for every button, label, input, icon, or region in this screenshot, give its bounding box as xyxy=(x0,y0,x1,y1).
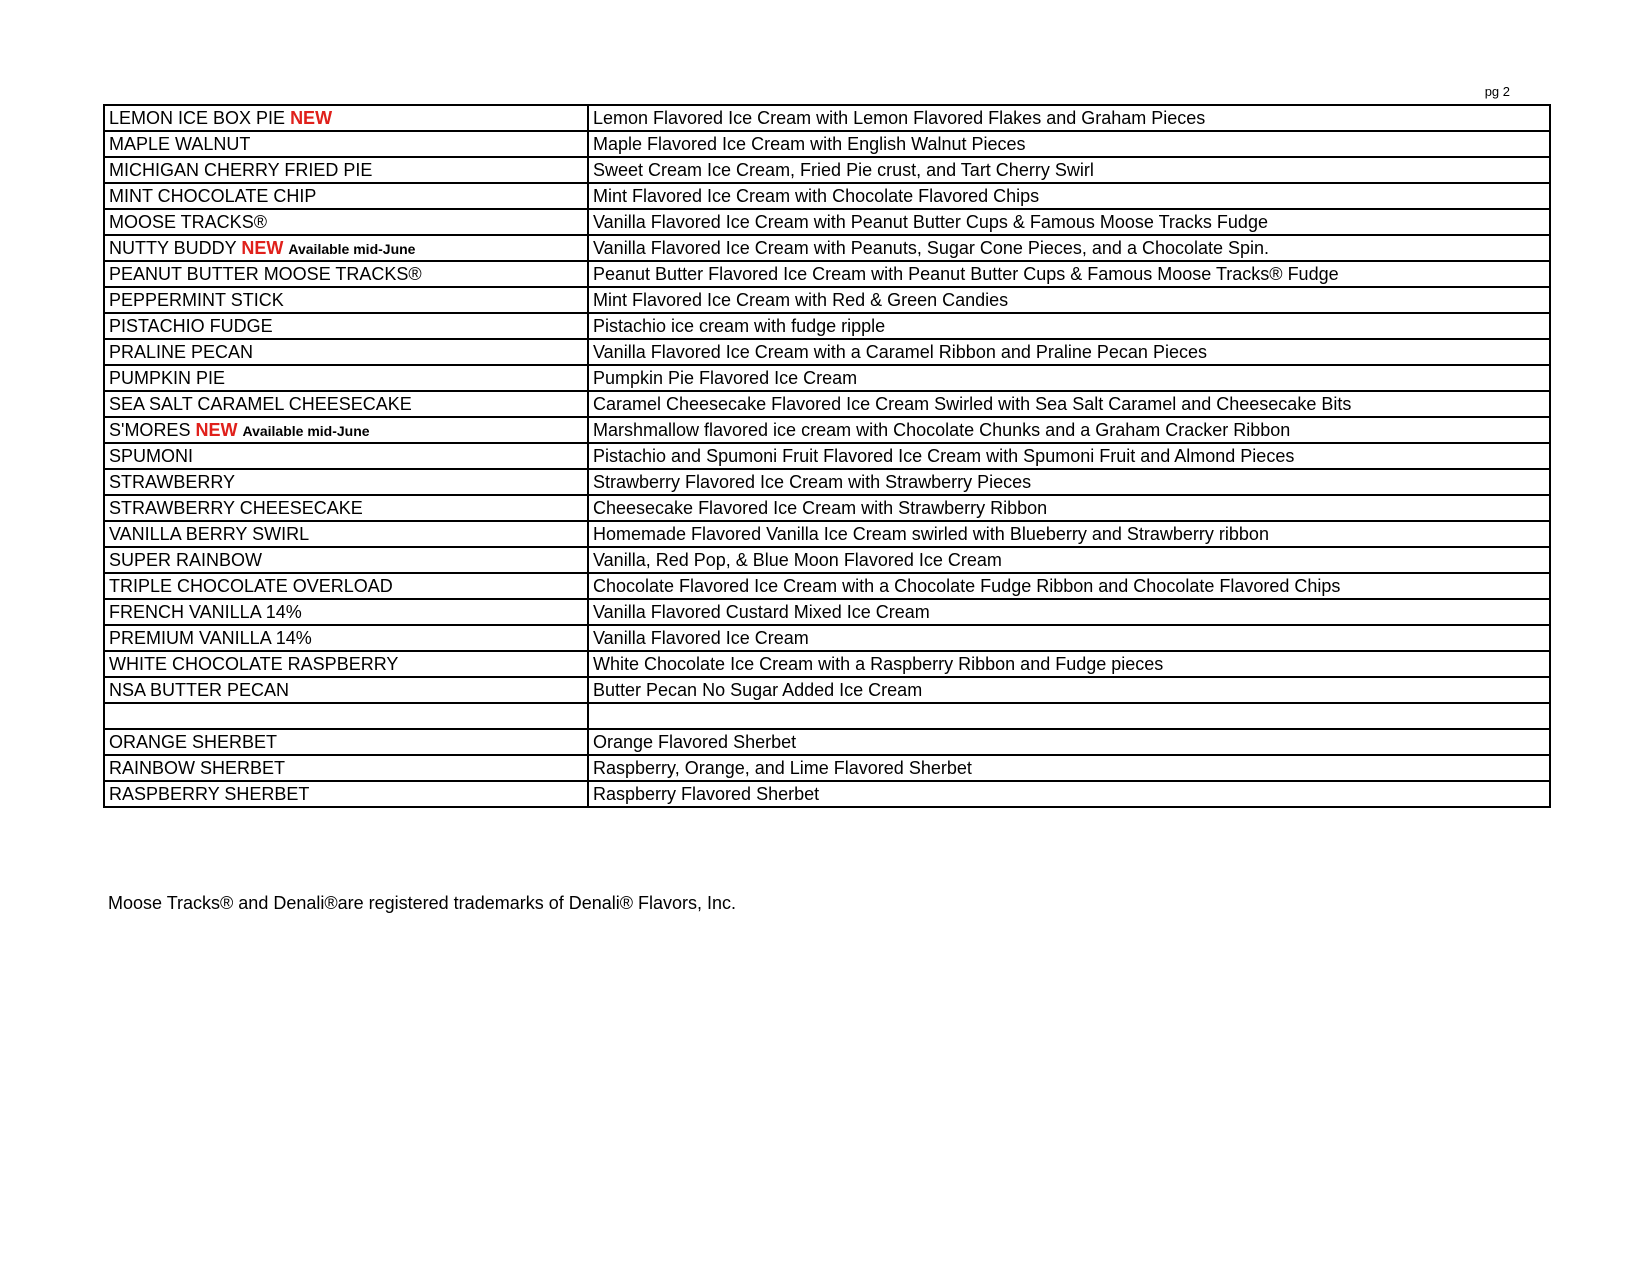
new-badge: NEW xyxy=(290,108,333,128)
flavor-description: Mint Flavored Ice Cream with Red & Green Candies xyxy=(588,287,1550,313)
flavor-description: Cheesecake Flavored Ice Cream with Strawberry Ribbon xyxy=(588,495,1550,521)
flavor-description: White Chocolate Ice Cream with a Raspberry Ribbon and Fudge pieces xyxy=(588,651,1550,677)
flavor-name: PEPPERMINT STICK xyxy=(109,290,284,310)
table-row xyxy=(104,313,1550,339)
flavor-name: WHITE CHOCOLATE RASPBERRY xyxy=(109,654,399,674)
flavor-name: RAINBOW SHERBET xyxy=(109,758,286,778)
flavor-name-cell xyxy=(104,105,588,131)
trademark-footnote: Moose Tracks® and Denali®are registered trademarks of Denali® Flavors, Inc. xyxy=(108,893,737,913)
table-row xyxy=(104,183,1550,209)
table-row xyxy=(104,131,1550,157)
table-row xyxy=(104,339,1550,365)
flavor-name-cell xyxy=(104,443,588,469)
table-row xyxy=(104,755,1550,781)
table-row xyxy=(104,443,1550,469)
table-row xyxy=(104,261,1550,287)
flavor-description: Vanilla, Red Pop, & Blue Moon Flavored Ice Cream xyxy=(588,547,1550,573)
table-row xyxy=(104,157,1550,183)
flavor-description: Lemon Flavored Ice Cream with Lemon Flavored Flakes and Graham Pieces xyxy=(588,105,1550,131)
flavor-name-cell xyxy=(104,287,588,313)
flavor-description: Maple Flavored Ice Cream with English Walnut Pieces xyxy=(588,131,1550,157)
flavor-name-cell xyxy=(104,651,588,677)
table-row xyxy=(104,599,1550,625)
flavor-name-cell xyxy=(104,469,588,495)
table-row xyxy=(104,365,1550,391)
flavor-name: MICHIGAN CHERRY FRIED PIE xyxy=(109,160,373,180)
flavor-description xyxy=(588,703,1550,729)
flavor-name: MAPLE WALNUT xyxy=(109,134,251,154)
flavor-name-cell xyxy=(104,729,588,755)
flavor-name-cell xyxy=(104,365,588,391)
flavor-description: Raspberry Flavored Sherbet xyxy=(588,781,1550,807)
table-row xyxy=(104,469,1550,495)
flavor-name-cell xyxy=(104,235,588,261)
flavor-name-cell xyxy=(104,339,588,365)
table-row xyxy=(104,521,1550,547)
flavor-table-body xyxy=(104,105,1550,807)
flavor-name: PREMIUM VANILLA 14% xyxy=(109,628,312,648)
flavor-name-cell xyxy=(104,417,588,443)
flavor-name: VANILLA BERRY SWIRL xyxy=(109,524,310,544)
new-badge: NEW xyxy=(195,419,238,440)
flavor-name: ORANGE SHERBET xyxy=(109,732,278,752)
blank-row xyxy=(104,703,1550,729)
flavor-name: FRENCH VANILLA 14% xyxy=(109,602,302,622)
flavor-name-cell xyxy=(104,313,588,339)
flavor-description: Strawberry Flavored Ice Cream with Strawberry Pieces xyxy=(588,469,1550,495)
new-badge: NEW xyxy=(241,237,284,258)
flavor-name-cell xyxy=(104,599,588,625)
table-row xyxy=(104,625,1550,651)
flavor-name-cell xyxy=(104,677,588,703)
flavor-name-cell xyxy=(104,703,588,729)
flavor-name: S'MORES xyxy=(109,419,191,440)
flavor-name: PEANUT BUTTER MOOSE TRACKS® xyxy=(109,264,422,284)
flavor-name: RASPBERRY SHERBET xyxy=(109,784,310,804)
flavor-description: Butter Pecan No Sugar Added Ice Cream xyxy=(588,677,1550,703)
flavor-name-cell xyxy=(104,131,588,157)
table-row xyxy=(104,781,1550,807)
flavor-description: Orange Flavored Sherbet xyxy=(588,729,1550,755)
table-row xyxy=(104,651,1550,677)
flavor-name: MOOSE TRACKS® xyxy=(109,212,267,232)
table-row xyxy=(104,729,1550,755)
flavor-description: Mint Flavored Ice Cream with Chocolate Flavored Chips xyxy=(588,183,1550,209)
flavor-name: SPUMONI xyxy=(109,446,194,466)
flavor-name: STRAWBERRY CHEESECAKE xyxy=(109,498,363,518)
table-row xyxy=(104,105,1550,131)
flavor-description: Pistachio ice cream with fudge ripple xyxy=(588,313,1550,339)
flavor-description: Sweet Cream Ice Cream, Fried Pie crust, and Tart Cherry Swirl xyxy=(588,157,1550,183)
flavor-description: Homemade Flavored Vanilla Ice Cream swirled with Blueberry and Strawberry ribbon xyxy=(588,521,1550,547)
table-row xyxy=(104,391,1550,417)
flavor-name-cell xyxy=(104,781,588,807)
flavor-name: PRALINE PECAN xyxy=(109,342,254,362)
flavor-name-cell xyxy=(104,391,588,417)
flavor-description: Vanilla Flavored Custard Mixed Ice Cream xyxy=(588,599,1550,625)
flavor-name-cell xyxy=(104,573,588,599)
table-row xyxy=(104,495,1550,521)
flavor-name-cell xyxy=(104,183,588,209)
flavor-name: NSA BUTTER PECAN xyxy=(109,680,290,700)
flavor-description: Peanut Butter Flavored Ice Cream with Peanut Butter Cups & Famous Moose Tracks® Fudge xyxy=(588,261,1550,287)
flavor-name-cell xyxy=(104,495,588,521)
flavor-description: Marshmallow flavored ice cream with Chocolate Chunks and a Graham Cracker Ribbon xyxy=(588,417,1550,443)
table-row xyxy=(104,235,1550,261)
table-row xyxy=(104,209,1550,235)
flavor-description: Vanilla Flavored Ice Cream with Peanut Butter Cups & Famous Moose Tracks Fudge xyxy=(588,209,1550,235)
flavor-description: Vanilla Flavored Ice Cream xyxy=(588,625,1550,651)
flavor-name: SEA SALT CARAMEL CHEESECAKE xyxy=(109,394,412,414)
table-row xyxy=(104,417,1550,443)
table-row xyxy=(104,573,1550,599)
flavor-description: Pumpkin Pie Flavored Ice Cream xyxy=(588,365,1550,391)
flavor-name: NUTTY BUDDY xyxy=(109,237,237,258)
flavor-table xyxy=(103,104,1551,808)
availability-note: Available mid-June xyxy=(242,422,370,439)
flavor-description: Vanilla Flavored Ice Cream with Peanuts, Sugar Cone Pieces, and a Chocolate Spin. xyxy=(588,235,1550,261)
table-row xyxy=(104,287,1550,313)
flavor-name: TRIPLE CHOCOLATE OVERLOAD xyxy=(109,576,393,596)
flavor-description: Caramel Cheesecake Flavored Ice Cream Swirled with Sea Salt Caramel and Cheesecake Bits xyxy=(588,391,1550,417)
flavor-name-cell xyxy=(104,261,588,287)
flavor-name-cell xyxy=(104,547,588,573)
flavor-name-cell xyxy=(104,625,588,651)
flavor-name: SUPER RAINBOW xyxy=(109,550,263,570)
availability-note: Available mid-June xyxy=(288,240,416,257)
page-number: pg 2 xyxy=(1484,84,1510,99)
flavor-name: MINT CHOCOLATE CHIP xyxy=(109,186,317,206)
flavor-description: Chocolate Flavored Ice Cream with a Chocolate Fudge Ribbon and Chocolate Flavored Chips xyxy=(588,573,1550,599)
flavor-name: PUMPKIN PIE xyxy=(109,368,226,388)
table-row xyxy=(104,547,1550,573)
flavor-name: LEMON ICE BOX PIE xyxy=(109,108,286,128)
flavor-name-cell xyxy=(104,755,588,781)
flavor-description: Raspberry, Orange, and Lime Flavored Sherbet xyxy=(588,755,1550,781)
flavor-name-cell xyxy=(104,521,588,547)
flavor-name: STRAWBERRY xyxy=(109,472,236,492)
flavor-name: PISTACHIO FUDGE xyxy=(109,316,273,336)
flavor-name-cell xyxy=(104,157,588,183)
table-row xyxy=(104,677,1550,703)
flavor-name-cell xyxy=(104,209,588,235)
flavor-description: Vanilla Flavored Ice Cream with a Caramel Ribbon and Praline Pecan Pieces xyxy=(588,339,1550,365)
flavor-description: Pistachio and Spumoni Fruit Flavored Ice Cream with Spumoni Fruit and Almond Pieces xyxy=(588,443,1550,469)
